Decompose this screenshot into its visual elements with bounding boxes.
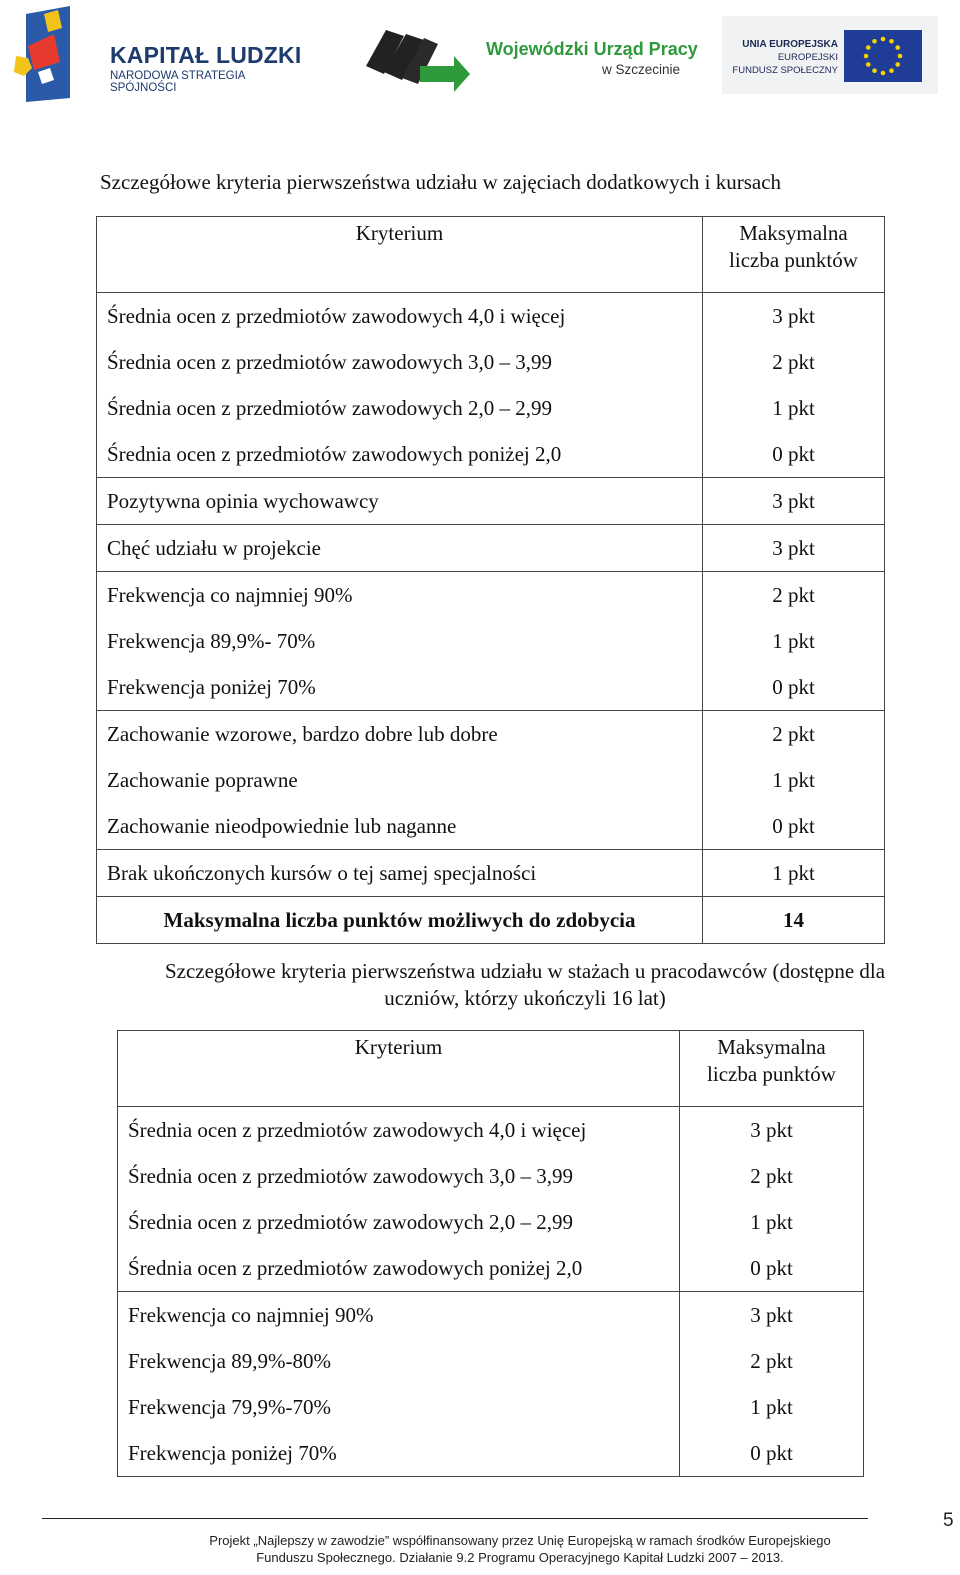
points-cell [703, 572, 885, 711]
points-value: 1 pkt [772, 396, 815, 420]
criterion-text: Frekwencja poniżej 70% [128, 1441, 337, 1465]
points-cell [703, 850, 885, 897]
criterion-text: Pozytywna opinia wychowawcy [107, 489, 379, 513]
header-points-line-2: liczba punktów [729, 248, 858, 272]
kapital-ludzki-emblem-icon [14, 6, 94, 102]
criterion-text: Średnia ocen z przedmiotów zawodowych 4,0 i więcej [107, 304, 566, 328]
points-value: 3 pkt [772, 304, 815, 328]
points-value: 0 pkt [772, 675, 815, 699]
points-value: 1 pkt [772, 629, 815, 653]
wup-city: w Szczecinie [602, 62, 681, 77]
table-row [97, 711, 885, 850]
points-value: 1 pkt [750, 1210, 793, 1234]
total-label: Maksymalna liczba punktów możliwych do zdobycia [97, 897, 703, 944]
eu-logo [722, 16, 938, 94]
eu-flag-icon [844, 30, 922, 82]
footer-text [120, 1532, 920, 1566]
criteria-cell [118, 1292, 680, 1477]
table-header-row [118, 1031, 864, 1107]
criterion-text: Frekwencja co najmniej 90% [128, 1303, 374, 1327]
table-row [118, 1292, 864, 1477]
header-criterion [118, 1031, 680, 1107]
table-body [118, 1107, 864, 1477]
points-cell [703, 711, 885, 850]
criterion-text: Frekwencja 79,9%-70% [128, 1395, 331, 1419]
table-body [97, 293, 885, 897]
section2-title-line-2: uczniów, którzy ukończyli 16 lat) [384, 986, 666, 1010]
criteria-cell [97, 293, 703, 478]
table-row [97, 850, 885, 897]
criteria-cell [97, 572, 703, 711]
criterion-text: Średnia ocen z przedmiotów zawodowych poniżej 2,0 [128, 1256, 583, 1280]
wup-name: Wojewódzki Urząd Pracy [486, 39, 698, 59]
points-cell [703, 293, 885, 478]
points-cell [703, 478, 885, 525]
criterion-text: Średnia ocen z przedmiotów zawodowych 2,0 – 2,99 [128, 1210, 573, 1234]
table-row [97, 293, 885, 478]
header-criterion [97, 217, 703, 293]
criterion-text: Frekwencja co najmniej 90% [107, 583, 353, 607]
criteria-cell [97, 525, 703, 572]
points-cell [703, 525, 885, 572]
criteria-cell [97, 478, 703, 525]
header-points-line-2: liczba punktów [707, 1062, 836, 1086]
points-value: 0 pkt [750, 1441, 793, 1465]
table-header-row [97, 217, 885, 293]
criterion-text: Zachowanie nieodpowiednie lub naganne [107, 814, 457, 838]
criterion-text: Frekwencja poniżej 70% [107, 675, 316, 699]
points-value: 0 pkt [750, 1256, 793, 1280]
points-cell [680, 1107, 864, 1292]
eu-line-1: UNIA EUROPEJSKA [742, 39, 838, 50]
header-points-line-1: Maksymalna [739, 221, 848, 245]
points-value: 2 pkt [750, 1164, 793, 1188]
footer-line-2: Funduszu Społecznego. Działanie 9.2 Programu Operacyjnego Kapitał Ludzki 2007 – 2013. [256, 1550, 784, 1565]
wup-emblem-icon [362, 26, 472, 92]
criterion-text: Średnia ocen z przedmiotów zawodowych 3,0 – 3,99 [128, 1164, 573, 1188]
logo-bar [0, 0, 960, 110]
criteria-table-internships [117, 1030, 864, 1477]
table-row [97, 478, 885, 525]
header-points-line-1: Maksymalna [717, 1035, 826, 1059]
points-value: 2 pkt [772, 350, 815, 374]
kapital-ludzki-subtitle: NARODOWA STRATEGIA SPÓJNOŚCI [110, 70, 245, 94]
page-number: 5 [943, 1510, 954, 1531]
criteria-table-courses [96, 216, 885, 944]
points-value: 0 pkt [772, 442, 815, 466]
criteria-cell [97, 711, 703, 850]
criterion-text: Zachowanie poprawne [107, 768, 298, 792]
header-points [680, 1031, 864, 1107]
eu-line-3: FUNDUSZ SPOŁECZNY [732, 65, 838, 76]
points-value: 1 pkt [772, 768, 815, 792]
points-value: 2 pkt [750, 1349, 793, 1373]
criterion-text: Chęć udziału w projekcie [107, 536, 321, 560]
points-value: 2 pkt [772, 583, 815, 607]
table-total-row [97, 897, 885, 944]
points-value: 1 pkt [772, 861, 815, 885]
criterion-text: Średnia ocen z przedmiotów zawodowych 4,0 i więcej [128, 1118, 587, 1142]
criteria-cell [118, 1107, 680, 1292]
total-value: 14 [703, 897, 885, 944]
points-value: 0 pkt [772, 814, 815, 838]
criterion-text: Brak ukończonych kursów o tej samej specjalności [107, 861, 537, 885]
points-value: 3 pkt [772, 489, 815, 513]
points-value: 2 pkt [772, 722, 815, 746]
points-value: 3 pkt [750, 1303, 793, 1327]
criterion-text: Średnia ocen z przedmiotów zawodowych 2,0 – 2,99 [107, 396, 552, 420]
table-row [118, 1107, 864, 1292]
footer-line-1: Projekt „Najlepszy w zawodzie” współfinansowany przez Unię Europejską w ramach środków Europejskiego [209, 1533, 831, 1548]
header-criterion-label: Kryterium [355, 221, 444, 245]
criterion-text: Frekwencja 89,9%-80% [128, 1349, 331, 1373]
kapital-ludzki-title: KAPITAŁ LUDZKI [110, 42, 302, 68]
points-value: 3 pkt [772, 536, 815, 560]
criterion-text: Średnia ocen z przedmiotów zawodowych poniżej 2,0 [107, 442, 562, 466]
kapital-ludzki-logo [14, 6, 314, 102]
header-points [703, 217, 885, 293]
criteria-cell [97, 850, 703, 897]
criterion-text: Średnia ocen z przedmiotów zawodowych 3,0 – 3,99 [107, 350, 552, 374]
criterion-text: Zachowanie wzorowe, bardzo dobre lub dobre [107, 722, 498, 746]
table-row [97, 525, 885, 572]
footer-rule [42, 1518, 868, 1519]
section1-title: Szczegółowe kryteria pierwszeństwa udziału w zajęciach dodatkowych i kursach [100, 170, 782, 194]
section2-title [112, 958, 938, 1012]
points-cell [680, 1292, 864, 1477]
points-value: 3 pkt [750, 1118, 793, 1142]
table-row [97, 572, 885, 711]
header-criterion-label: Kryterium [354, 1035, 443, 1059]
eu-text [732, 38, 838, 77]
eu-line-2: EUROPEJSKI [777, 52, 838, 63]
criterion-text: Frekwencja 89,9%- 70% [107, 629, 316, 653]
section2-title-line-1: Szczegółowe kryteria pierwszeństwa udziału w stażach u pracodawców (dostępne dla [164, 959, 886, 983]
points-value: 1 pkt [750, 1395, 793, 1419]
